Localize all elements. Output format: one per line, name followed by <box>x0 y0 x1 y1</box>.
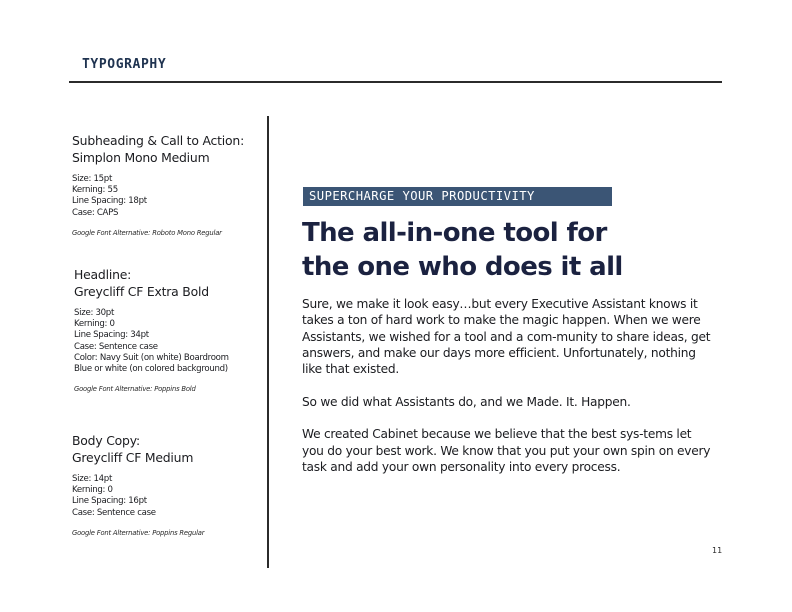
google-font-alternative: Google Font Alternative: Roboto Mono Regular <box>72 228 222 237</box>
sample-headline <box>302 216 722 284</box>
spec-heading-line1: Headline: <box>74 267 132 282</box>
spec-line: Line Spacing: 16pt <box>72 496 147 507</box>
body-paragraph: So we did what Assistants do, and we Made. It. Happen. <box>302 394 631 409</box>
spec-headline <box>74 267 264 393</box>
vertical-divider <box>267 116 269 568</box>
top-rule-divider <box>69 81 722 83</box>
page-number: 11 <box>712 546 723 555</box>
spec-line: Line Spacing: 34pt <box>74 330 149 341</box>
body-paragraph: We created Cabinet because we believe that the best sys-tems let you do your best work. We know that you put your own spin on every task and add your own personality into every process. <box>302 427 711 474</box>
spec-line: Color: Navy Suit (on white) Boardroom <box>74 352 229 363</box>
body-paragraph: Sure, we make it look easy…but every Executive Assistant knows it takes a ton of hard work to make the magic happen. When we were Assistants, we wished for a tool and a com-munity to share ideas, get answers, and make our days more efficient. Unfortunately, nothing like that existed. <box>302 297 711 377</box>
spec-line: Line Spacing: 18pt <box>72 196 147 207</box>
spec-heading-line1: Subheading & Call to Action: <box>72 133 245 148</box>
spec-line: Kerning: 0 <box>72 485 113 496</box>
spec-line: Size: 15pt <box>72 174 113 184</box>
section-title: TYPOGRAPHY <box>82 57 167 72</box>
spec-heading <box>72 133 262 166</box>
spec-line: Size: 14pt <box>72 474 113 484</box>
spec-heading-line2: Simplon Mono Medium <box>72 149 210 165</box>
spec-heading <box>72 433 262 466</box>
spec-heading-line2: Greycliff CF Extra Bold <box>74 283 209 299</box>
spec-line: Kerning: 55 <box>72 185 118 196</box>
spec-list <box>72 174 262 219</box>
spec-list <box>72 474 262 519</box>
spec-line: Size: 30pt <box>74 308 115 318</box>
spec-heading <box>74 267 264 300</box>
spec-line: Case: Sentence case <box>74 341 158 352</box>
google-font-alternative: Google Font Alternative: Poppins Regular <box>72 528 205 537</box>
spec-line: Case: Sentence case <box>72 507 156 518</box>
spec-line: Kerning: 0 <box>74 319 115 330</box>
sample-body-copy <box>302 296 712 492</box>
spec-line: Blue or white (on colored background) <box>74 364 228 375</box>
spec-list <box>74 308 264 375</box>
spec-line: Case: CAPS <box>72 207 119 218</box>
headline-line1: The all-in-one tool for <box>302 218 607 248</box>
spec-body-copy <box>72 433 262 537</box>
google-font-alternative: Google Font Alternative: Poppins Bold <box>74 385 196 394</box>
spec-heading-line2: Greycliff CF Medium <box>72 449 194 465</box>
spec-subheading <box>72 133 262 237</box>
headline-line2: the one who does it all <box>302 252 623 282</box>
spec-heading-line1: Body Copy: <box>72 433 140 448</box>
sample-kicker: SUPERCHARGE YOUR PRODUCTIVITY <box>303 187 612 206</box>
